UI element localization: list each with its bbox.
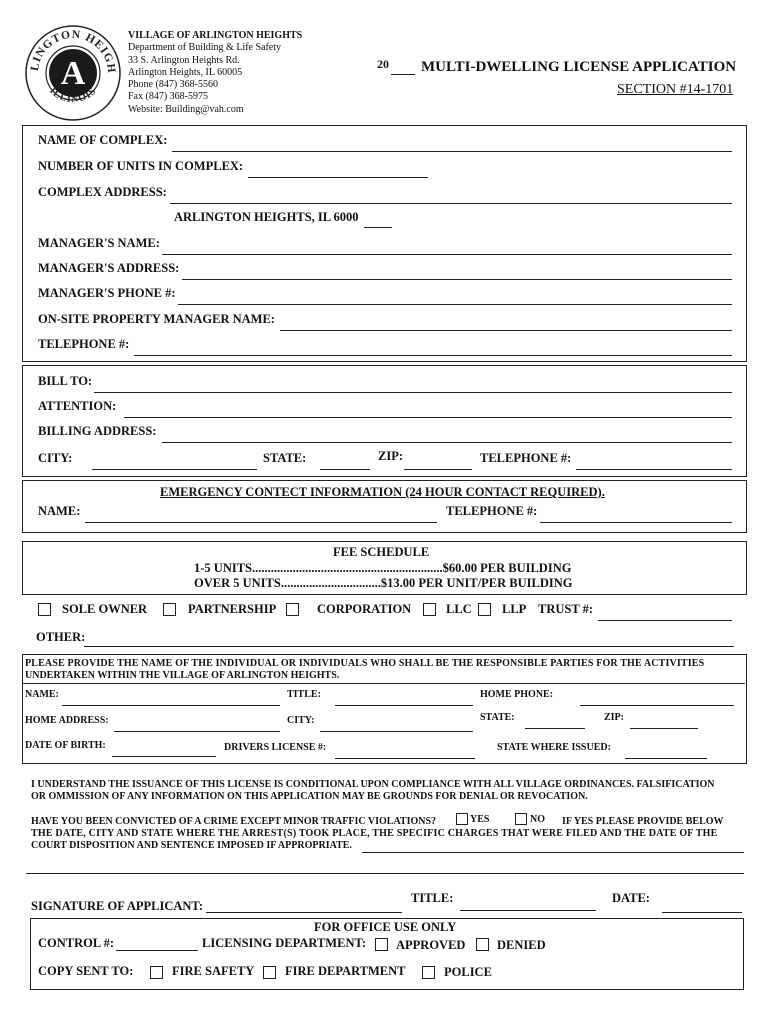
drivers-license-field[interactable] [335,758,475,759]
fee-row-2: OVER 5 UNITS................................$13.00 PER UNIT/PER BUILDING [194,576,573,590]
control-label: CONTROL #: [38,936,115,950]
department: Department of Building & Life Safety [128,42,282,54]
understand-line-2: OR OMMISSION OF ANY INFORMATION ON THIS APPLICATION MAY BE GROUNDS FOR DENIAL OR REVOCATION. [31,791,588,802]
attention-label: ATTENTION: [38,399,117,413]
home-phone-field[interactable] [580,705,734,706]
state-issued-label: STATE WHERE ISSUED: [497,742,611,753]
sole-owner-checkbox[interactable] [38,603,51,616]
other-field[interactable] [84,646,734,647]
units-field[interactable] [248,177,428,178]
responsible-zip-label: ZIP: [604,712,624,723]
convicted-line-3: COURT DISPOSITION AND SENTENCE IMPOSED IF APPROPRIATE. [31,840,352,851]
convicted-no-checkbox[interactable] [515,813,527,825]
complex-name-field[interactable] [172,151,732,152]
complex-address-label: COMPLEX ADDRESS: [38,185,167,199]
section-number: SECTION #14-1701 [617,82,734,97]
conviction-details-line-2[interactable] [26,873,744,874]
llc-checkbox[interactable] [423,603,436,616]
fax: Fax (847) 368-5975 [128,91,208,103]
manager-phone-field[interactable] [178,304,732,305]
convicted-question: HAVE YOU BEEN CONVICTED OF A CRIME EXCEPT MINOR TRAFFIC VIOLATIONS? [31,816,437,827]
address-line-2: Arlington Heights, IL 60005 [128,66,243,78]
signature-label: SIGNATURE OF APPLICANT: [31,899,204,913]
billing-telephone-label: TELEPHONE #: [480,451,572,465]
control-field[interactable] [116,950,198,951]
telephone-field[interactable] [134,355,732,356]
billing-address-label: BILLING ADDRESS: [38,424,157,438]
sole-owner-label: SOLE OWNER [62,602,148,616]
responsible-state-label: STATE: [480,712,515,723]
other-label: OTHER: [36,630,86,644]
llp-checkbox[interactable] [478,603,491,616]
address-line-1: 33 S. Arlington Heights Rd. [128,54,240,66]
responsible-title-field[interactable] [335,705,473,706]
corporation-label: CORPORATION [317,602,412,616]
signature-title-label: TITLE: [411,891,454,905]
partnership-checkbox[interactable] [163,603,176,616]
denied-checkbox[interactable] [476,938,489,951]
manager-address-field[interactable] [182,279,732,280]
trust-label: TRUST #: [538,602,593,616]
convicted-no-label: NO [530,814,545,825]
convicted-yes-checkbox[interactable] [456,813,468,825]
responsible-title-label: TITLE: [287,689,321,700]
dob-label: DATE OF BIRTH: [25,740,106,751]
understand-line-1: I UNDERSTAND THE ISSUANCE OF THIS LICENSE IS CONDITIONAL UPON COMPLIANCE WITH ALL VILLAGE ORDINANCES. FALSIFICATION [31,779,715,790]
billing-city-field[interactable] [92,469,257,470]
manager-address-label: MANAGER'S ADDRESS: [38,261,180,275]
website: Website: Building@vah.com [128,103,244,115]
emergency-heading: EMERGENCY CONTECT INFORMATION (24 HOUR CONTACT REQUIRED). [160,485,605,499]
intro-divider [22,683,745,684]
responsible-zip-field[interactable] [630,728,698,729]
copy-sent-label: COPY SENT TO: [38,964,134,978]
village-contact-block [128,30,358,116]
denied-label: DENIED [497,938,546,952]
llp-label: LLP [502,602,527,616]
billing-address-field[interactable] [162,442,732,443]
signature-date-field[interactable] [662,912,742,913]
signature-title-field[interactable] [460,910,596,911]
bill-to-field[interactable] [94,392,732,393]
fire-safety-label: FIRE SAFETY [172,964,255,978]
conviction-details-line-1[interactable] [362,852,744,853]
signature-field[interactable] [206,912,402,913]
phone: Phone (847) 368-5560 [128,79,218,91]
complex-city-line: ARLINGTON HEIGHTS, IL 6000 [174,210,359,224]
responsible-intro-line-1: PLEASE PROVIDE THE NAME OF THE INDIVIDUAL OR INDIVIDUALS WHO SHALL BE THE RESPONSIBLE PARTIES FOR THE ACTIVITIES [25,658,705,669]
form-title: MULTI-DWELLING LICENSE APPLICATION [421,59,737,75]
trust-field[interactable] [598,620,732,621]
partnership-label: PARTNERSHIP [188,602,277,616]
fire-safety-checkbox[interactable] [150,966,163,979]
units-label: NUMBER OF UNITS IN COMPLEX: [38,159,244,173]
police-label: POLICE [444,965,492,979]
billing-state-label: STATE: [263,451,307,465]
manager-phone-label: MANAGER'S PHONE #: [38,286,176,300]
convicted-yes-label: YES [470,814,490,825]
emergency-telephone-label: TELEPHONE #: [446,504,538,518]
corporation-checkbox[interactable] [286,603,299,616]
billing-city-label: CITY: [38,451,73,465]
manager-name-label: MANAGER'S NAME: [38,236,160,250]
year-field[interactable] [391,74,415,75]
manager-name-field[interactable] [162,254,732,255]
responsible-city-label: CITY: [287,715,315,726]
responsible-name-field[interactable] [62,705,280,706]
convicted-line-2: THE DATE, CITY AND STATE WHERE THE ARREST(S) TOOK PLACE, THE SPECIFIC CHARGES THAT WERE FILED AND THE DATE OF THE [31,828,718,839]
police-checkbox[interactable] [422,966,435,979]
signature-date-label: DATE: [612,891,650,905]
bill-to-label: BILL TO: [38,374,93,388]
telephone-label: TELEPHONE #: [38,337,130,351]
seal-outer-text: LINGTON HEIGH [28,28,118,75]
llc-label: LLC [446,602,472,616]
zip-suffix-field[interactable] [364,227,392,228]
onsite-manager-label: ON-SITE PROPERTY MANAGER NAME: [38,312,275,326]
emergency-name-field[interactable] [85,522,437,523]
org-name: VILLAGE OF ARLINGTON HEIGHTS [128,30,303,41]
complex-name-label: NAME OF COMPLEX: [38,133,168,147]
billing-telephone-field[interactable] [576,469,732,470]
responsible-name-label: NAME: [25,689,59,700]
approved-checkbox[interactable] [375,938,388,951]
year-prefix: 20 [377,57,389,71]
seal-inner-text: ILLINOIS [47,85,99,106]
emergency-name-label: NAME: [38,504,81,518]
responsible-intro-line-2: UNDERTAKEN WITHIN THE VILLAGE OF ARLINGTON HEIGHTS. [25,670,340,681]
village-seal [24,24,122,122]
fire-department-label: FIRE DEPARTMENT [285,964,406,978]
dob-field[interactable] [112,756,216,757]
seal-letter: A [60,55,86,92]
home-address-field[interactable] [114,731,280,732]
billing-zip-field[interactable] [404,469,472,470]
if-yes-text: IF YES PLEASE PROVIDE BELOW [562,816,724,827]
fee-heading: FEE SCHEDULE [333,545,430,559]
approved-label: APPROVED [396,938,466,952]
fee-row-1: 1-5 UNITS.............................................................$60.00 PER BUILDING [194,561,572,575]
licensing-label: LICENSING DEPARTMENT: [202,936,367,950]
emergency-telephone-field[interactable] [540,522,732,523]
complex-address-field[interactable] [170,203,732,204]
state-issued-field[interactable] [625,758,707,759]
billing-state-field[interactable] [320,469,370,470]
drivers-license-label: DRIVERS LICENSE #: [224,742,327,753]
fire-department-checkbox[interactable] [263,966,276,979]
billing-zip-label: ZIP: [378,449,403,463]
responsible-state-field[interactable] [525,728,585,729]
office-heading: FOR OFFICE USE ONLY [314,920,457,934]
home-phone-label: HOME PHONE: [480,689,554,700]
onsite-manager-field[interactable] [280,330,732,331]
home-address-label: HOME ADDRESS: [25,715,109,726]
attention-field[interactable] [124,417,732,418]
responsible-city-field[interactable] [320,731,473,732]
